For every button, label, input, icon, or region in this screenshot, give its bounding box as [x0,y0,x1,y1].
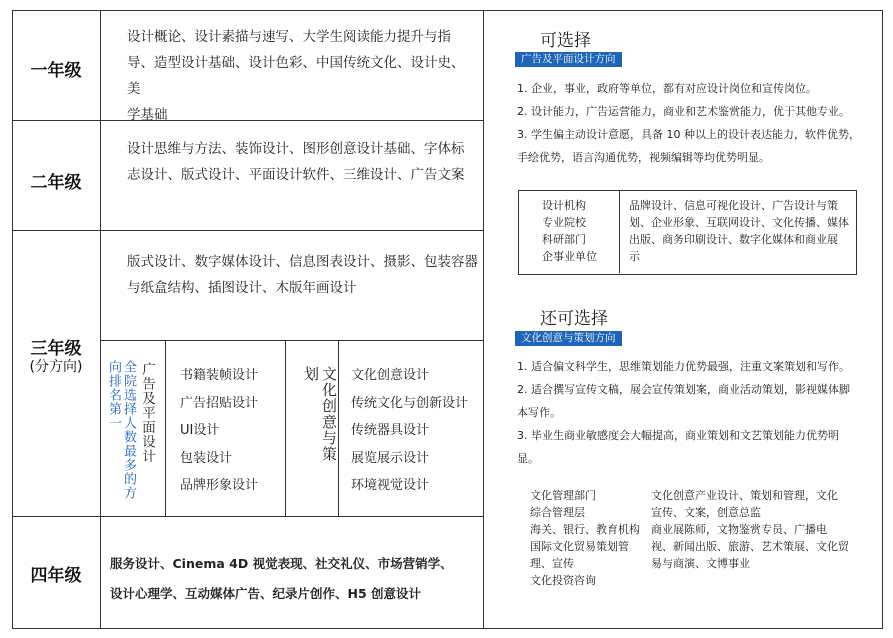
grade4-courses: 服务设计、Cinema 4D 视觉表现、社交礼仪、市场营销学、 设计心理学、互动媒体广告、纪录片创作、H5 创意设计 [110,556,453,601]
list-item: UI设计 [180,423,220,438]
section1-heading: 可选择 [540,31,591,51]
list-item: 传统文化与创新设计 [351,395,469,411]
direction1-divider [165,340,166,516]
list-item: 书籍装帧设计 [180,368,259,383]
section2-col-right: 文化创意产业设计、策划和管理，文化 宣传、文案，创意总监 商业展陈师，文物鉴赏专员、广播电 视、新闻出版、旅游、艺术策展、文化贸 易与商演、文博事业 [651,489,849,570]
section1-tag: 广告及平面设计方向 [515,52,622,67]
grade4-label: 四年级 [30,566,82,586]
grade2-courses: 设计思维与方法、装饰设计、图形创意设计基础、字体标 志设计、版式设计、平面设计软件、三维设计、广告文案 [127,141,465,183]
list-item: 广告招贴设计 [180,395,259,411]
section1-box-left: 设计机构 专业院校 科研部门 企事业单位 [542,199,597,263]
direction1-title: 广告及平面设计 [139,362,155,464]
section1-points: 1. 企业，事业，政府等单位，都有对应设计岗位和宣传岗位。 2. 设计能力，广告运营能力，商业和艺术鉴赏能力，优于其他专业。 3. 学生偏主动设计意愿，具备 10 种以上的设计表达能力，软件优势， 手绘优势，语言沟通优势，视频编辑等均优势明显。 [517,82,860,164]
section2-points: 1. 适合偏文科学生，思维策划能力优势最强，注重文案策划和写作。 2. 适合撰写宣传文稿，展会宣传策划案，商业活动策划，影视媒体脚 本写作。 3. 毕业生商业敏感度会大幅提高，商业策划和文艺策划能力优势明 显。 [517,360,850,465]
direction1-items [180,362,258,500]
grade1-label: 一年级 [30,61,82,81]
grade2-label: 二年级 [30,173,82,193]
grade-column-divider [100,10,101,629]
grade3-label: 三年级 [30,339,82,359]
row-divider-3 [12,516,483,517]
list-item: 品牌形象设计 [180,478,259,493]
list-item: 环境视觉设计 [351,478,430,493]
section2-tag: 文化创意与策划方向 [515,331,622,346]
list-item: 展览展示设计 [351,450,430,466]
rank-note: 全院选择人数最多的方向排名第一 [106,360,136,500]
section1-box-divider [619,190,620,273]
section2-col-left: 文化管理部门 综合管理层 海关、银行、教育机构 国际文化贸易策划管 理、宣传 文化投资咨询 [530,489,640,587]
direction2-title-divider [285,340,286,516]
list-item: 包装设计 [180,450,233,466]
grade1-courses: 设计概论、设计素描与速写、大学生阅读能力提升与指 导、造型设计基础、设计色彩、中国传统文化、设计史、美 学基础 [127,29,465,123]
direction2-items [351,362,468,500]
direction2-title: 文化创意与策划 [302,366,338,462]
direction2-divider [338,340,339,516]
grade3-sublabel: (分方向) [29,359,83,375]
section1-box-right: 品牌设计、信息可视化设计、广告设计与策 划、企业形象、互联网设计、文化传播、媒体 出版、商务印刷设计、数字化媒体和商业展 示 [629,199,849,263]
grade3-split-divider [100,340,483,341]
section2-heading: 还可选择 [540,309,608,329]
list-item: 文化创意设计 [351,368,430,383]
row-divider-2 [12,230,483,231]
grade3-courses: 版式设计、数字媒体设计、信息图表设计、摄影、包装容器 与纸盒结构、插图设计、木版年画设计 [127,254,478,296]
list-item: 传统器具设计 [351,423,430,438]
center-divider [483,10,484,629]
